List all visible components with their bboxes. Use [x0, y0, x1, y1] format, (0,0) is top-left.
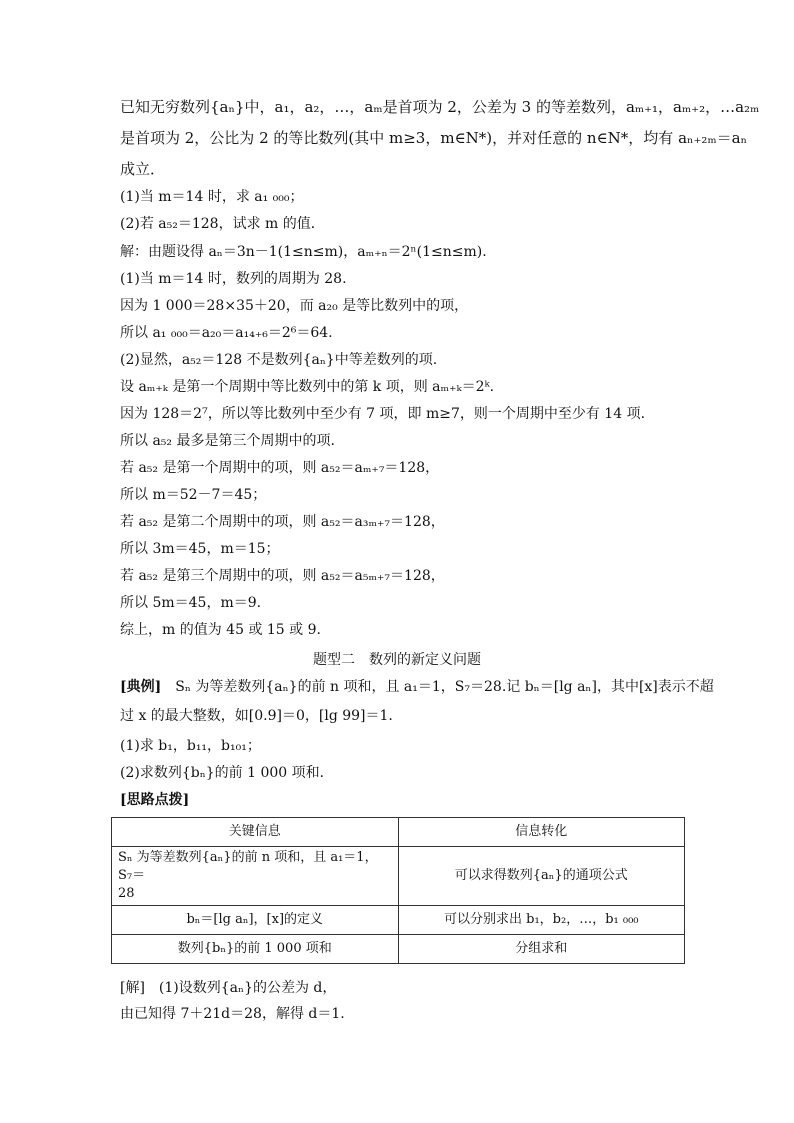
solution-line: 综上，m 的值为 45 或 15 或 9. [120, 622, 321, 638]
solution-line: 所以 5m＝45，m＝9. [120, 595, 262, 611]
table-cell: 分组求和 [398, 935, 685, 964]
table-cell: 数列{bₙ}的前 1 000 项和 [112, 935, 399, 964]
table-cell: Sₙ 为等差数列{aₙ}的前 n 项和，且 a₁＝1，S₇＝ 28 [112, 847, 399, 906]
solution-line: 所以 a₁ ₀₀₀＝a₂₀＝a₁₄₊₆＝2⁶＝64. [120, 325, 333, 341]
example-question-2: (2)求数列{bₙ}的前 1 000 项和． [120, 765, 334, 781]
table-header: 关键信息 [112, 818, 399, 847]
question-1: (1)当 m＝14 时，求 a₁ ₀₀₀； [120, 189, 304, 205]
hint-label: [思路点拨] [120, 792, 190, 808]
example-tag: [典例] [120, 679, 162, 695]
question-2: (2)若 a₅₂＝128，试求 m 的值． [120, 216, 325, 232]
problem-line-2: 是首项为 2，公比为 2 的等比数列(其中 m≥3，m∈N*)，并对任意的 n∈N*，均有 aₙ₊₂ₘ＝aₙ [120, 129, 748, 147]
table-header: 信息转化 [398, 818, 685, 847]
solution-line: 若 a₅₂ 是第三个周期中的项，则 a₅₂＝a₅ₘ₊₇＝128， [120, 568, 445, 584]
solution-line: 因为 1 000＝28×35＋20，而 a₂₀ 是等比数列中的项， [120, 298, 469, 314]
table-row [112, 935, 685, 964]
solution-line: 所以 3m＝45，m＝15； [120, 541, 280, 557]
answer-line-2: 由已知得 7＋21d＝28，解得 d＝1. [120, 1006, 345, 1022]
solution-line: 设 aₘ₊ₖ 是第一个周期中等比数列中的第 k 项，则 aₘ₊ₖ＝2ᵏ. [120, 379, 495, 395]
table-row [112, 847, 685, 906]
solution-line: (2)显然，a₅₂＝128 不是数列{aₙ}中等差数列的项. [120, 352, 438, 368]
answer-line-1: [解] (1)设数列{aₙ}的公差为 d， [120, 980, 337, 996]
example-question-1: (1)求 b₁，b₁₁，b₁₀₁； [120, 738, 261, 754]
table-header-row [112, 818, 685, 847]
table-row [112, 906, 685, 935]
table-cell: 可以求得数列{aₙ}的通项公式 [398, 847, 685, 906]
example-line-1 [120, 677, 714, 697]
solution-line: 若 a₅₂ 是第二个周期中的项，则 a₅₂＝a₃ₘ₊₇＝128， [120, 514, 445, 530]
solution-line: 所以 a₅₂ 最多是第三个周期中的项. [120, 433, 335, 449]
example-text: Sₙ 为等差数列{aₙ}的前 n 项和，且 a₁＝1，S₇＝28.记 bₙ＝[lg aₙ]，其中[x]表示不超 [161, 679, 714, 695]
problem-line-3: 成立． [120, 160, 166, 178]
solution-line: 若 a₅₂ 是第一个周期中的项，则 a₅₂＝aₘ₊₇＝128， [120, 460, 440, 476]
table-cell: bₙ＝[lg aₙ]，[x]的定义 [112, 906, 399, 935]
example-line-2: 过 x 的最大整数，如[0.9]＝0，[lg 99]＝1. [120, 708, 393, 724]
solution-line: 所以 m＝52－7＝45； [120, 487, 267, 503]
key-info-table [111, 817, 685, 964]
problem-line-1: 已知无穷数列{aₙ}中，a₁，a₂，…，aₘ是首项为 2，公差为 3 的等差数列，aₘ₊₁，aₘ₊₂，…a₂ₘ [120, 98, 760, 116]
solution-line: 解：由题设得 aₙ＝3n－1(1≤n≤m)，aₘ₊ₙ＝2ⁿ(1≤n≤m). [120, 244, 487, 260]
solution-line: 因为 128＝2⁷，所以等比数列中至少有 7 项，即 m≥7，则一个周期中至少有 14 项. [120, 406, 646, 422]
section-title: 题型二 数列的新定义问题 [313, 652, 481, 668]
solution-line: (1)当 m＝14 时，数列的周期为 28. [120, 271, 347, 287]
table-cell: 可以分别求出 b₁，b₂，…，b₁ ₀₀₀ [398, 906, 685, 935]
